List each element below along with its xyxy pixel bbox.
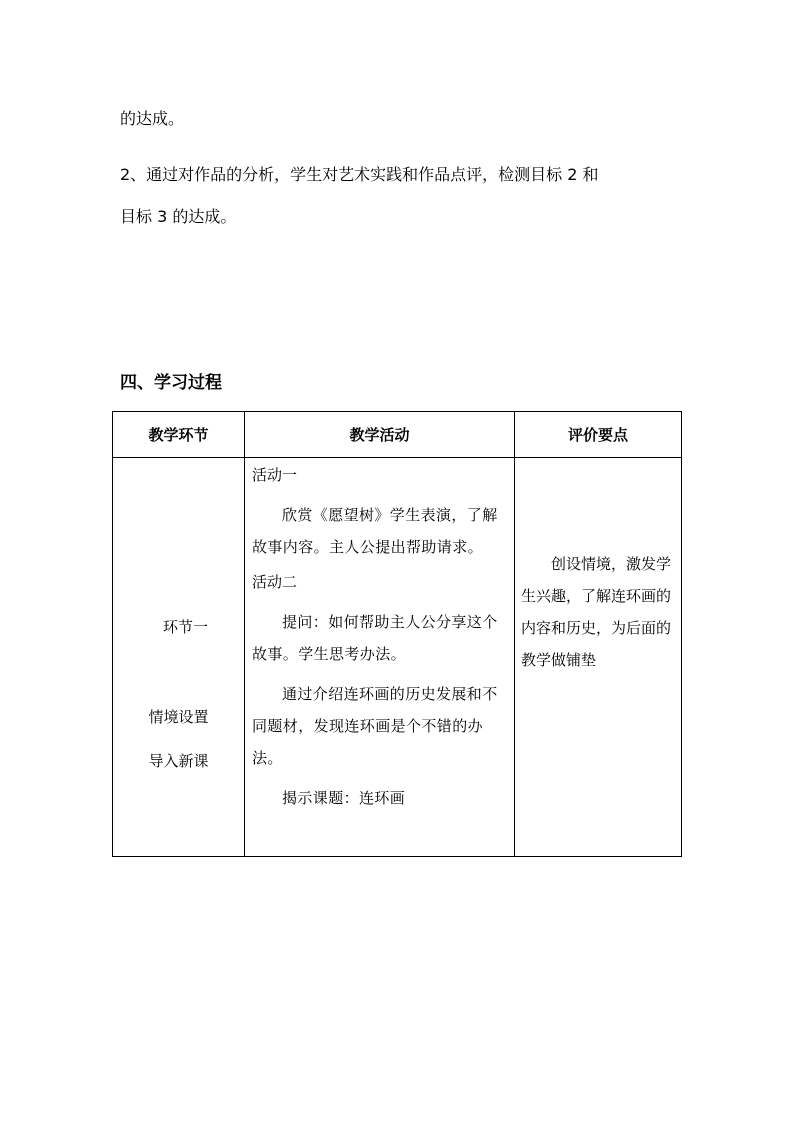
paragraph-continuation: 的达成。 [120,109,185,128]
learning-process-table [112,411,682,857]
activity-cell [245,458,515,857]
header-teaching-stage: 教学环节 [113,412,245,458]
table-header-row [113,412,682,458]
stage-name: 环节一 [162,618,208,636]
activity-1-title: 活动一 [252,466,298,484]
header-teaching-activity: 教学活动 [245,412,515,458]
evaluation-cell [515,458,682,857]
evaluation-text: 创设情境，激发学生兴趣，了解连环画的内容和历史，为后面的教学做铺垫 [521,555,672,669]
activity-1-text: 欣赏《愿望树》学生表演，了解故事内容。主人公提出帮助请求。 [252,506,498,556]
activity-2-title: 活动二 [252,573,298,591]
stage-subtitle-2: 导入新课 [148,752,209,770]
stage-cell [113,458,245,857]
stage-subtitle-1: 情境设置 [148,708,209,726]
paragraph-item-2-line-1: 2、通过对作品的分析，学生对艺术实践和作品点评，检测目标 2 和 [120,165,599,184]
table-row [113,458,682,857]
activity-2-intro: 通过介绍连环画的历史发展和不同题材，发现连环画是个不错的办法。 [252,685,498,767]
header-evaluation-points: 评价要点 [515,412,682,458]
activity-2-topic: 揭示课题：连环画 [282,789,406,807]
activity-2-question: 提问：如何帮助主人公分享这个故事。学生思考办法。 [252,613,498,663]
paragraph-item-2-line-2: 目标 3 的达成。 [120,207,237,226]
section-heading: 四、学习过程 [120,373,222,393]
